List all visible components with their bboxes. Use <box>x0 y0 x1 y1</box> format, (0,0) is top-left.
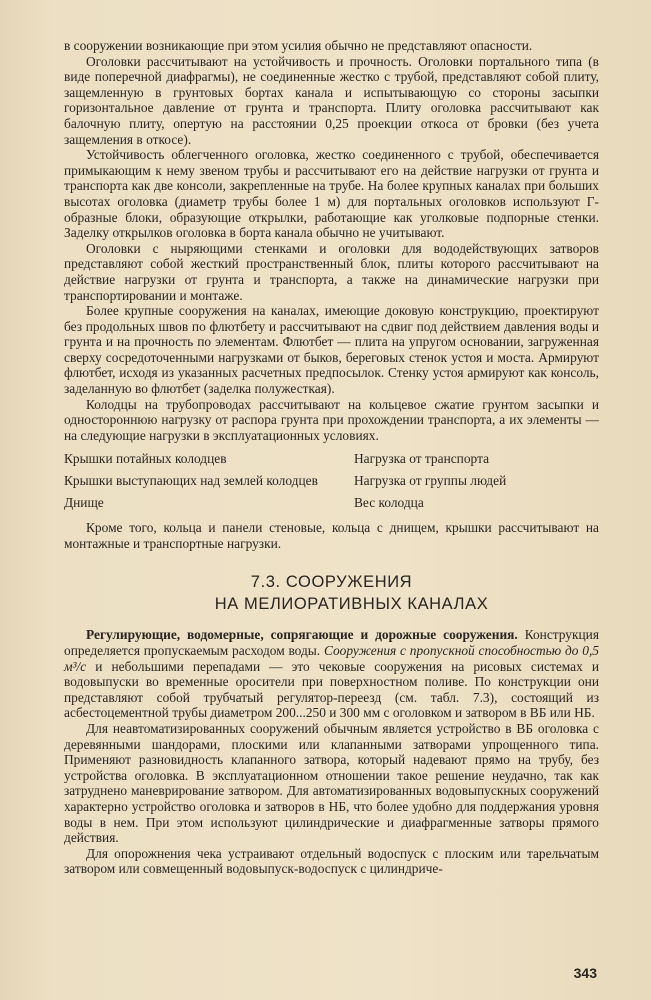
paragraph-assembly-loads: Кроме того, кольца и панели стеновые, кольца с днищем, крышки рассчитывают на монтажные и транспортные нагрузки. <box>64 520 599 551</box>
paragraph-dock-structures: Более крупные сооружения на каналах, имеющие доковую конструкцию, проектируют без продольных швов по флютбету и рассчитывают на сдвиг под действием давления воды и грунта и на прочность по элементам. Флютбет — плита на упругом основании, загруженная сверху сосредоточенными нагрузками от быков, береговых стенок устоя и моста. Армируют флютбет, исходя из указанных расчетных предпосылок. Стенку устоя армируют как консоль, заделанную во флютбет (заделка полужесткая). <box>64 303 599 397</box>
paragraph-non-automated: Для неавтоматизированных сооружений обычным является устройство в ВБ оголовка с деревянными шандорами, плоскими или клапанными затворами упрощенного типа. Применяют разновидность клапанного затвора, который надевают прямо на трубу, без устройства оголовка. В эксплуатационном отношении такое решение неудачно, так как затруднено маневрирование затвором. Для автоматизированных водовыпускных сооружений характерно устройство оголовка и затворов в НБ, что более удобно для поддержания уровня воды в нем. При этом используют цилиндрические и диафрагменные затворы прямого действия. <box>64 720 599 846</box>
text-run: Конструкция определяется пропускаемым расходом воды. <box>64 627 599 658</box>
italic-run: Сооружения с пропускной способностью до 0,5 м³/с <box>64 643 599 674</box>
paragraph-lightweight-headwall: Устойчивость облегченного оголовка, жестко соединенного с трубой, обеспечивается примыкающим к нему звеном трубы и рассчитывают его на действие нагрузки от грунта и транспорта как две консоли, закрепленные на трубе. На более крупных каналах при больших высотах оголовка (диаметр трубы более 1 м) для портальных оголовков используют Г-образные блоки, образующие открылки, работающие как уголковые подпорные стенки. Заделку открылков оголовка в борта канала обычно не учитывают. <box>64 147 599 241</box>
loads-value: Нагрузка от транспорта <box>354 451 490 467</box>
section-title-line1: 7.3. СООРУЖЕНИЯ <box>250 573 413 592</box>
paragraph-headwall-calc: Оголовки рассчитывают на устойчивость и прочность. Оголовки портального типа (в виде поперечной диафрагмы), не соединенные жестко с трубой, представляют собой плиту, защемленную в грунтовых бортах канала и испытывающую со стороны засыпки горизонтальное давление от грунта и транспорта. Плиту оголовка рассчитывают как балочную плиту, опертую на расстоянии 0,25 проекции откоса от бровки (без учета защемления в откосе). <box>64 53 599 147</box>
paragraph-regulating-structures <box>64 627 599 721</box>
page-number: 343 <box>573 965 597 981</box>
loads-element: Крышки выступающих над землей колодцев <box>64 473 318 489</box>
section-title-line2: НА МЕЛИОРАТИВНЫХ КАНАЛАХ <box>214 595 489 614</box>
text-run: и небольшими перепадами — это чековые сооружения на рисовых системах и водовыпуски во временные оросители при поверхностном поливе. По конструкции они представляют собой трубчатый регулятор-переезд (см. табл. 7.3), состоящий из асбестоцементной трубы диаметром 200...250 и 300 мм с оголовком и затвором в ВБ или НБ. <box>64 658 599 721</box>
section-heading <box>64 571 599 615</box>
paragraph-wells: Колодцы на трубопроводах рассчитывают на кольцевое сжатие грунтом засыпки и одностороннюю нагрузку от распора грунта при прохождении транспорта, а их элементы — на следующие нагрузки в эксплуатационных условиях. <box>64 396 599 443</box>
paragraph-diving-walls: Оголовки с ныряющими стенками и оголовки для вододействующих затворов представляют собой жесткий пространственный блок, плиты которого рассчитывают на действие нагрузки от грунта и транспорта, а также на динамические нагрузки при транспортировании и монтаже. <box>64 240 599 303</box>
loads-table <box>64 451 599 516</box>
loads-value: Вес колодца <box>354 494 424 510</box>
paragraph-drainage: Для опорожнения чека устраивают отдельный водоспуск с плоским или тарельчатым затвором или совмещенный водовыпуск-водоспуск с цилиндриче- <box>64 845 599 877</box>
paragraph-continuation: в сооружении возникающие при этом усилия обычно не представляют опасности. <box>64 38 533 53</box>
loads-value: Нагрузка от группы людей <box>354 473 507 489</box>
loads-element: Днище <box>64 494 104 510</box>
loads-element: Крышки потайных колодцев <box>64 451 227 467</box>
bold-lead: Регулирующие, водомерные, сопрягающие и дорожные сооружения. <box>86 627 518 643</box>
